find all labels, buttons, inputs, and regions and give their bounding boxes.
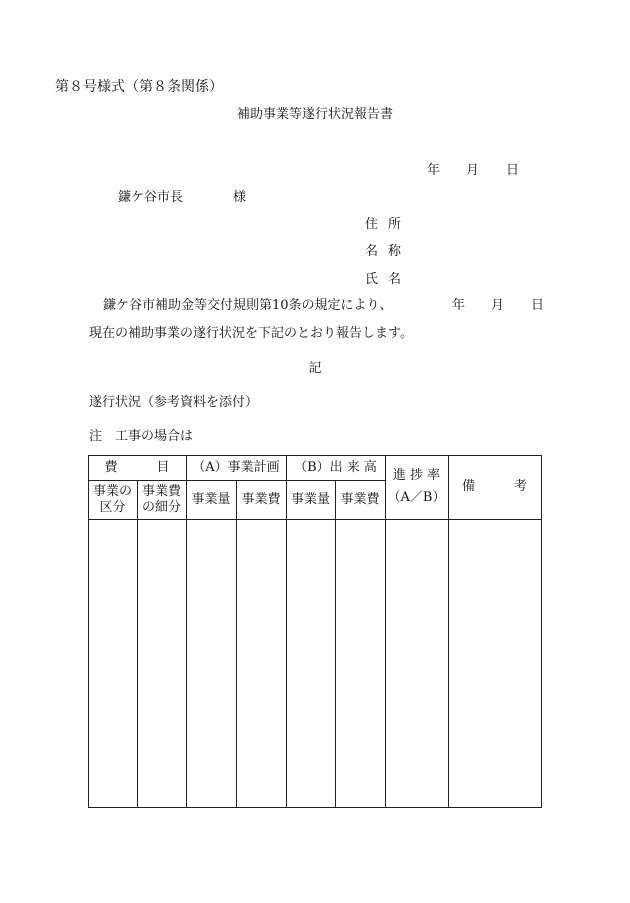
header-plan: （A）事業計画 xyxy=(192,459,280,475)
body-date-year: 年 xyxy=(452,298,466,313)
addressee: 鎌ケ谷市長 xyxy=(118,190,184,205)
form-number: 第８号様式（第８条関係） xyxy=(55,79,223,95)
header-result-qty: 事業量 xyxy=(290,491,330,507)
body-cell-result-qty[interactable] xyxy=(286,519,335,807)
ki-heading: 記 xyxy=(308,361,322,376)
body-cell-plan-qty[interactable] xyxy=(186,519,236,807)
body-cell-remarks[interactable] xyxy=(448,519,541,807)
body-cell-plan-cost[interactable] xyxy=(236,519,286,807)
header-plan-cost: 事業費 xyxy=(241,491,281,507)
header-himoku: 費 目 xyxy=(104,459,170,475)
sender-name-label: 名称 xyxy=(365,244,412,259)
body-text-line2: 現在の補助事業の遂行状況を下記のとおり報告します。 xyxy=(89,326,413,341)
header-saibu: 事業費 の細分 xyxy=(141,483,181,515)
body-cell-kubun[interactable] xyxy=(88,519,137,807)
status-label: 遂行状況（参考資料を添付） xyxy=(89,395,259,410)
header-result: （B）出 来 高 xyxy=(294,459,377,475)
header-remarks: 備 考 xyxy=(461,479,527,494)
date-month: 月 xyxy=(466,163,480,178)
body-cell-result-cost[interactable] xyxy=(335,519,385,807)
construction-note: 注 工事の場合は xyxy=(89,429,194,444)
date-year: 年 xyxy=(427,163,441,178)
header-plan-qty: 事業量 xyxy=(191,491,231,507)
body-cell-progress[interactable] xyxy=(385,519,448,807)
table-border-right xyxy=(541,455,542,808)
table-border-bottom xyxy=(88,807,542,808)
document-title: 補助事業等遂行状況報告書 xyxy=(236,107,393,122)
report-table xyxy=(88,455,542,808)
body-text-line1: 鎌ケ谷市補助金等交付規則第10条の規定により、 xyxy=(103,298,393,313)
body-date-day: 日 xyxy=(531,298,545,313)
header-kubun: 事業の 区分 xyxy=(92,483,132,515)
addressee-honorific: 様 xyxy=(233,190,247,205)
body-cell-saibu[interactable] xyxy=(137,519,186,807)
date-day: 日 xyxy=(506,163,520,178)
body-date-month: 月 xyxy=(491,298,505,313)
sender-address-label: 住所 xyxy=(365,217,412,232)
header-progress: 進 捗 率 （A／B） xyxy=(387,468,446,505)
sender-person-label: 氏名 xyxy=(365,272,412,287)
header-result-cost: 事業費 xyxy=(340,491,380,507)
